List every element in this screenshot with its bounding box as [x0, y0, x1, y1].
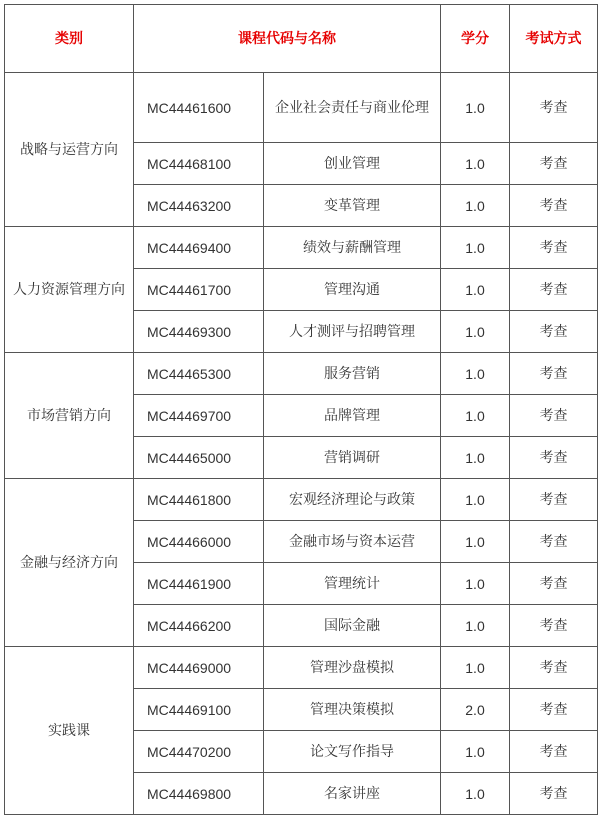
category-cell: 实践课	[5, 647, 134, 815]
header-exam: 考试方式	[510, 5, 598, 73]
course-name: 管理沟通	[264, 269, 441, 311]
course-name: 宏观经济理论与政策	[264, 479, 441, 521]
course-credit: 1.0	[441, 731, 510, 773]
course-credit: 1.0	[441, 479, 510, 521]
course-exam: 考查	[510, 73, 598, 143]
course-exam: 考查	[510, 227, 598, 269]
course-table-body	[5, 73, 598, 815]
course-code: MC44461700	[134, 269, 264, 311]
category-cell: 市场营销方向	[5, 353, 134, 479]
header-course: 课程代码与名称	[134, 5, 441, 73]
course-code: MC44465000	[134, 437, 264, 479]
table-row	[5, 73, 598, 143]
course-name: 名家讲座	[264, 773, 441, 815]
course-name: 管理统计	[264, 563, 441, 605]
course-name: 人才测评与招聘管理	[264, 311, 441, 353]
course-credit: 1.0	[441, 143, 510, 185]
course-exam: 考查	[510, 185, 598, 227]
course-name: 论文写作指导	[264, 731, 441, 773]
course-code: MC44469400	[134, 227, 264, 269]
course-code: MC44468100	[134, 143, 264, 185]
course-code: MC44470200	[134, 731, 264, 773]
course-exam: 考查	[510, 731, 598, 773]
course-credit: 2.0	[441, 689, 510, 731]
course-name: 服务营销	[264, 353, 441, 395]
course-exam: 考查	[510, 563, 598, 605]
header-row	[5, 5, 598, 73]
course-name: 创业管理	[264, 143, 441, 185]
course-credit: 1.0	[441, 311, 510, 353]
course-exam: 考查	[510, 773, 598, 815]
course-name: 管理决策模拟	[264, 689, 441, 731]
course-code: MC44463200	[134, 185, 264, 227]
course-credit: 1.0	[441, 269, 510, 311]
course-exam: 考查	[510, 353, 598, 395]
course-name: 营销调研	[264, 437, 441, 479]
table-row	[5, 479, 598, 521]
category-cell: 人力资源管理方向	[5, 227, 134, 353]
course-credit: 1.0	[441, 773, 510, 815]
course-name: 绩效与薪酬管理	[264, 227, 441, 269]
course-code: MC44461600	[134, 73, 264, 143]
course-credit: 1.0	[441, 395, 510, 437]
course-name: 品牌管理	[264, 395, 441, 437]
course-code: MC44461900	[134, 563, 264, 605]
course-credit: 1.0	[441, 353, 510, 395]
table-row	[5, 647, 598, 689]
course-code: MC44461800	[134, 479, 264, 521]
course-code: MC44469300	[134, 311, 264, 353]
table-row	[5, 353, 598, 395]
course-exam: 考查	[510, 311, 598, 353]
course-credit: 1.0	[441, 437, 510, 479]
course-name: 变革管理	[264, 185, 441, 227]
course-credit: 1.0	[441, 563, 510, 605]
course-exam: 考查	[510, 437, 598, 479]
category-cell: 金融与经济方向	[5, 479, 134, 647]
course-code: MC44469800	[134, 773, 264, 815]
category-cell: 战略与运营方向	[5, 73, 134, 227]
course-name: 金融市场与资本运营	[264, 521, 441, 563]
course-code: MC44469100	[134, 689, 264, 731]
course-code: MC44469000	[134, 647, 264, 689]
header-category: 类别	[5, 5, 134, 73]
course-exam: 考查	[510, 269, 598, 311]
course-name: 国际金融	[264, 605, 441, 647]
course-credit: 1.0	[441, 521, 510, 563]
course-credit: 1.0	[441, 647, 510, 689]
course-code: MC44466000	[134, 521, 264, 563]
course-exam: 考查	[510, 395, 598, 437]
course-name: 企业社会责任与商业伦理	[264, 73, 441, 143]
course-credit: 1.0	[441, 227, 510, 269]
course-code: MC44466200	[134, 605, 264, 647]
course-code: MC44465300	[134, 353, 264, 395]
course-exam: 考查	[510, 689, 598, 731]
course-exam: 考查	[510, 479, 598, 521]
header-credit: 学分	[441, 5, 510, 73]
course-credit: 1.0	[441, 185, 510, 227]
course-name: 管理沙盘模拟	[264, 647, 441, 689]
course-exam: 考查	[510, 521, 598, 563]
course-table	[4, 4, 598, 815]
course-exam: 考查	[510, 143, 598, 185]
course-credit: 1.0	[441, 73, 510, 143]
course-exam: 考查	[510, 605, 598, 647]
course-code: MC44469700	[134, 395, 264, 437]
table-row	[5, 227, 598, 269]
course-credit: 1.0	[441, 605, 510, 647]
course-exam: 考查	[510, 647, 598, 689]
